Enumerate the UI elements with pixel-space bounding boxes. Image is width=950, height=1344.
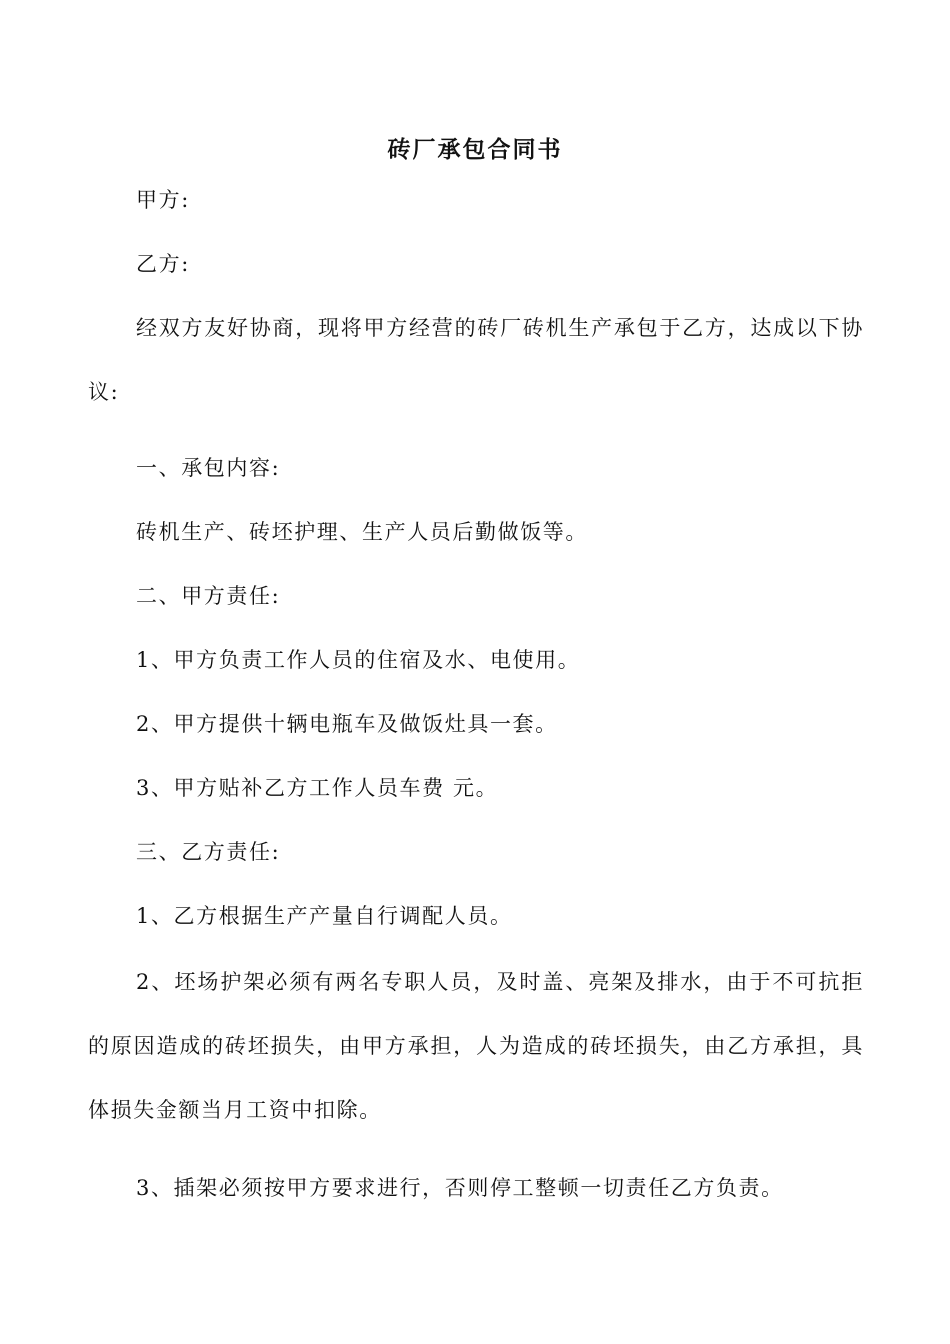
- section3-item: 3、插架必须按甲方要求进行，否则停工整顿一切责任乙方负责。: [136, 1176, 784, 1200]
- section2-heading: 二、甲方责任:: [136, 584, 281, 608]
- intro-paragraph: 经双方友好协商，现将甲方经营的砖厂砖机生产承包于乙方，达成以下协议:: [88, 316, 864, 404]
- section1-heading: 一、承包内容:: [136, 456, 281, 480]
- section2-item: 1、甲方负责工作人员的住宿及水、电使用。: [136, 648, 581, 672]
- section2-item: 2、甲方提供十辆电瓶车及做饭灶具一套。: [136, 712, 558, 736]
- section1-content: 砖机生产、砖坯护理、生产人员后勤做饭等。: [136, 520, 588, 544]
- section2-item: 3、甲方贴补乙方工作人员车费 元。: [136, 776, 499, 800]
- section3-heading: 三、乙方责任:: [136, 840, 281, 864]
- party-a-line: 甲方:: [136, 188, 190, 212]
- section3-item: 2、坯场护架必须有两名专职人员，及时盖、亮架及排水，由于不可抗拒的原因造成的砖坯损失，由甲方承担，人为造成的砖坯损失，由乙方承担，具体损失金额当月工资中扣除。: [88, 970, 864, 1122]
- document-title: 砖厂承包合同书: [387, 136, 563, 163]
- party-b-line: 乙方:: [136, 252, 190, 276]
- section3-item: 1、乙方根据生产产量自行调配人员。: [136, 904, 513, 928]
